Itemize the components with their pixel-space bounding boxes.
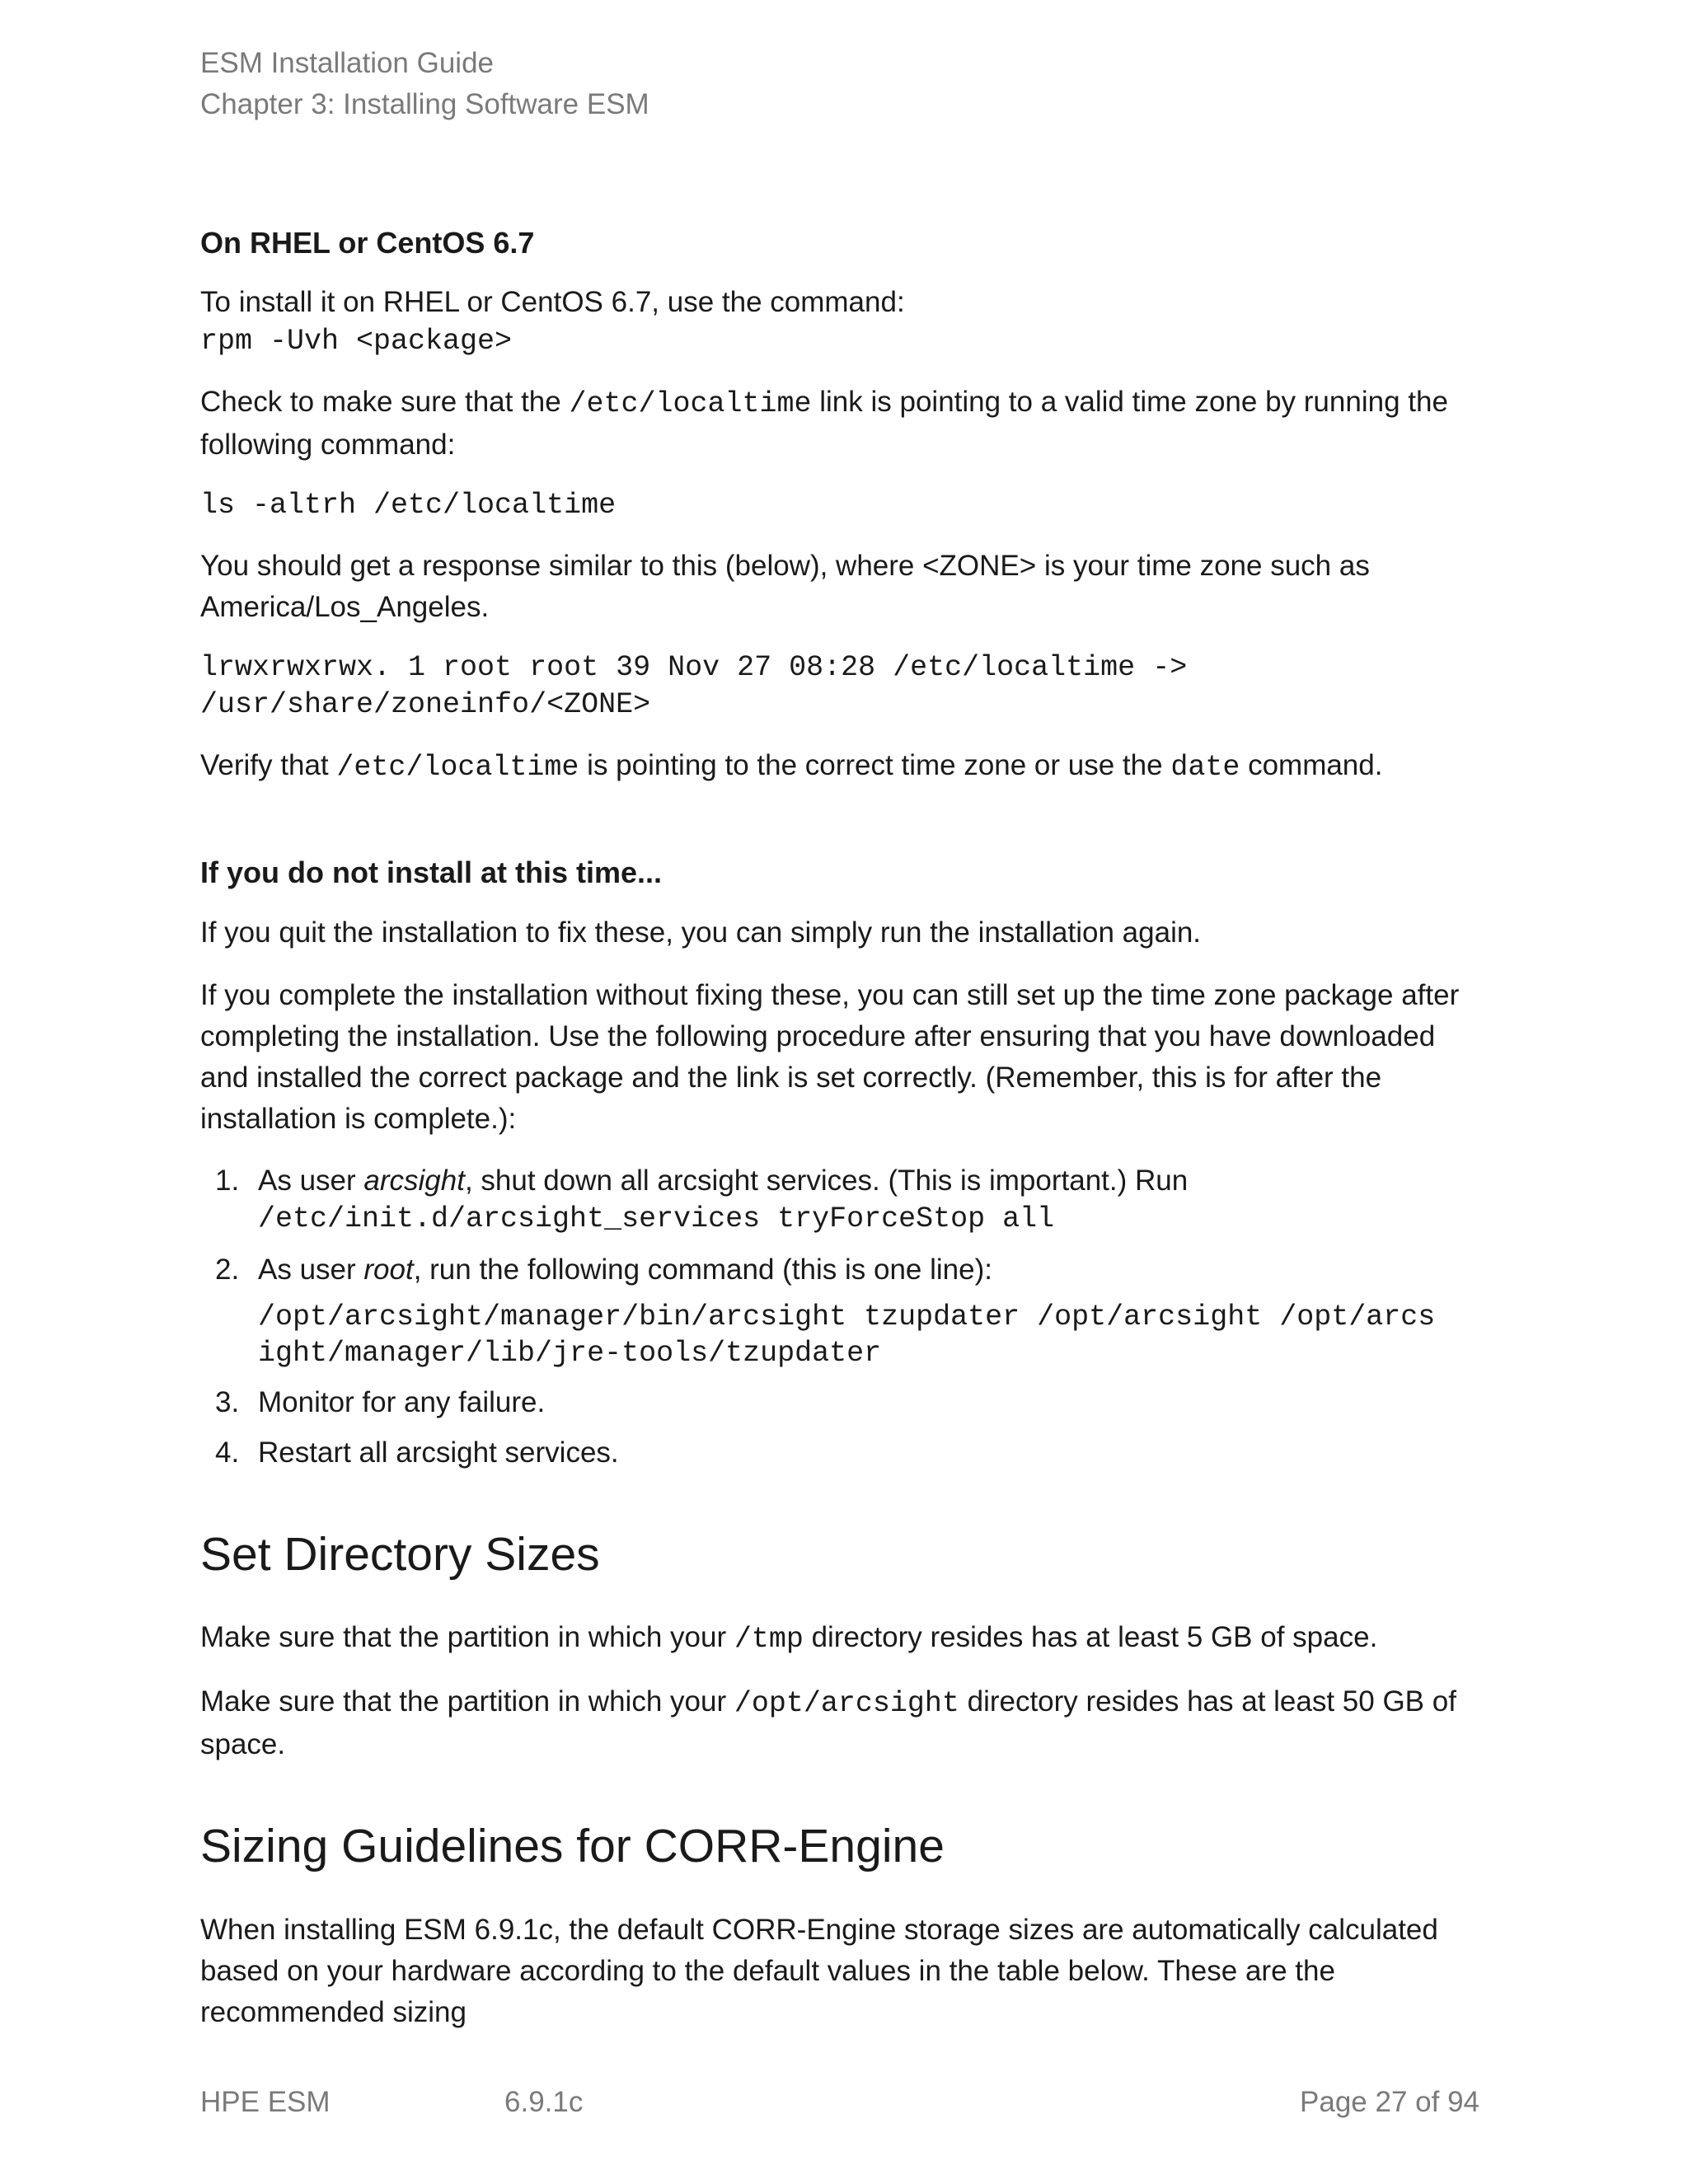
check-text-post: link is pointing to a valid time zone by running the following command: (200, 386, 1448, 462)
step-user-emphasis: root (363, 1253, 414, 1286)
footer-version: 6.9.1c (504, 2086, 584, 2118)
step-text-pre: As user (258, 1253, 364, 1286)
rpm-command: rpm -Uvh <package> (200, 325, 513, 359)
step-text-post: , run the following command (this is one line): (413, 1253, 992, 1286)
opt-arcsight-code: /opt/arcsight (734, 1687, 959, 1721)
step-text-post: , shut down all arcsight services. (This is important.) Run (464, 1164, 1189, 1197)
response-paragraph: You should get a response similar to this (below), where <ZONE> is your time zone such as America/Los_Angeles. (200, 550, 1370, 624)
response-line-1: lrwxrwxrwx. 1 root root 39 Nov 27 08:28 /etc/localtime -> (200, 651, 1188, 685)
response-line-2: /usr/share/zoneinfo/<ZONE> (200, 688, 651, 722)
page-body (200, 223, 1486, 2055)
running-header (200, 43, 649, 125)
rhel-heading: On RHEL or CentOS 6.7 (200, 226, 535, 260)
verify-localtime-code: /etc/localtime (336, 751, 579, 785)
list-item (200, 1433, 1486, 1472)
tzupdater-command (258, 1299, 1486, 1371)
ls-command: ls -altrh /etc/localtime (200, 489, 617, 523)
guide-title: ESM Installation Guide (200, 47, 495, 79)
footer-product: HPE ESM (200, 2086, 331, 2118)
step-text: Monitor for any failure. (258, 1385, 546, 1418)
verify-paragraph (200, 745, 1486, 788)
rhel-intro: To install it on RHEL or CentOS 6.7, use the command: (200, 286, 905, 319)
step-user-emphasis: arcsight (363, 1164, 465, 1197)
check-paragraph (200, 382, 1486, 466)
step-number: 3. (215, 1385, 240, 1418)
verify-text-post: command. (1240, 749, 1383, 782)
check-text-pre: Check to make sure that the (200, 386, 570, 419)
notinstall-p2: If you complete the installation without fixing these, you can still set up the time zone package after completing the installation. Use the following procedure after ensuring that you have downloaded and installed the correct package and the link is set correctly. (Remember, this is for after the installation is complete.): (200, 978, 1460, 1135)
dirsizes-p2-pre: Make sure that the partition in which your (200, 1685, 734, 1718)
response-output (200, 649, 1486, 724)
step-text: Restart all arcsight services. (258, 1436, 619, 1469)
step-text-pre: As user (258, 1164, 364, 1197)
verify-text-pre: Verify that (200, 749, 337, 782)
date-code: date (1170, 751, 1240, 785)
list-item (200, 1250, 1486, 1371)
step-text (258, 1161, 1486, 1200)
dirsizes-p1 (200, 1617, 1486, 1660)
dirsizes-p1-post: directory resides has at least 5 GB of space. (803, 1621, 1378, 1654)
step-number: 1. (215, 1164, 240, 1197)
notinstall-p1: If you quit the installation to fix these, you can simply run the installation again. (200, 916, 1202, 949)
list-item (200, 1383, 1486, 1422)
tmp-code: /tmp (734, 1623, 804, 1657)
footer-page-number: Page 27 of 94 (1300, 2086, 1479, 2118)
procedure-steps (200, 1161, 1486, 1472)
chapter-title: Chapter 3: Installing Software ESM (200, 88, 649, 120)
dirsizes-p2 (200, 1681, 1486, 1765)
step-number: 4. (215, 1436, 240, 1469)
dirsizes-p1-pre: Make sure that the partition in which your (200, 1621, 734, 1654)
tzupdater-line-2: ight/manager/lib/jre-tools/tzupdater (258, 1336, 882, 1370)
verify-text-mid: is pointing to the correct time zone or use the (579, 749, 1171, 782)
tzupdater-line-1: /opt/arcsight/manager/bin/arcsight tzupdater /opt/arcsight /opt/arcs (258, 1300, 1436, 1333)
step-number: 2. (215, 1253, 240, 1286)
list-item (200, 1161, 1486, 1239)
step-text (258, 1250, 1486, 1289)
sizing-p1: When installing ESM 6.9.1c, the default CORR-Engine storage sizes are automatically calculated based on your hardware according to the default values in the table below. These are the recommended sizing (200, 1913, 1438, 2028)
localtime-code: /etc/localtime (569, 387, 812, 421)
notinstall-heading: If you do not install at this time... (200, 855, 663, 890)
dirsizes-p2-post: directory resides has at least 50 GB of space. (200, 1685, 1456, 1761)
stop-command: /etc/init.d/arcsight_services tryForceStop all (258, 1202, 1055, 1235)
dirsizes-heading: Set Directory Sizes (200, 1527, 600, 1581)
sizing-heading: Sizing Guidelines for CORR-Engine (200, 1820, 945, 1873)
